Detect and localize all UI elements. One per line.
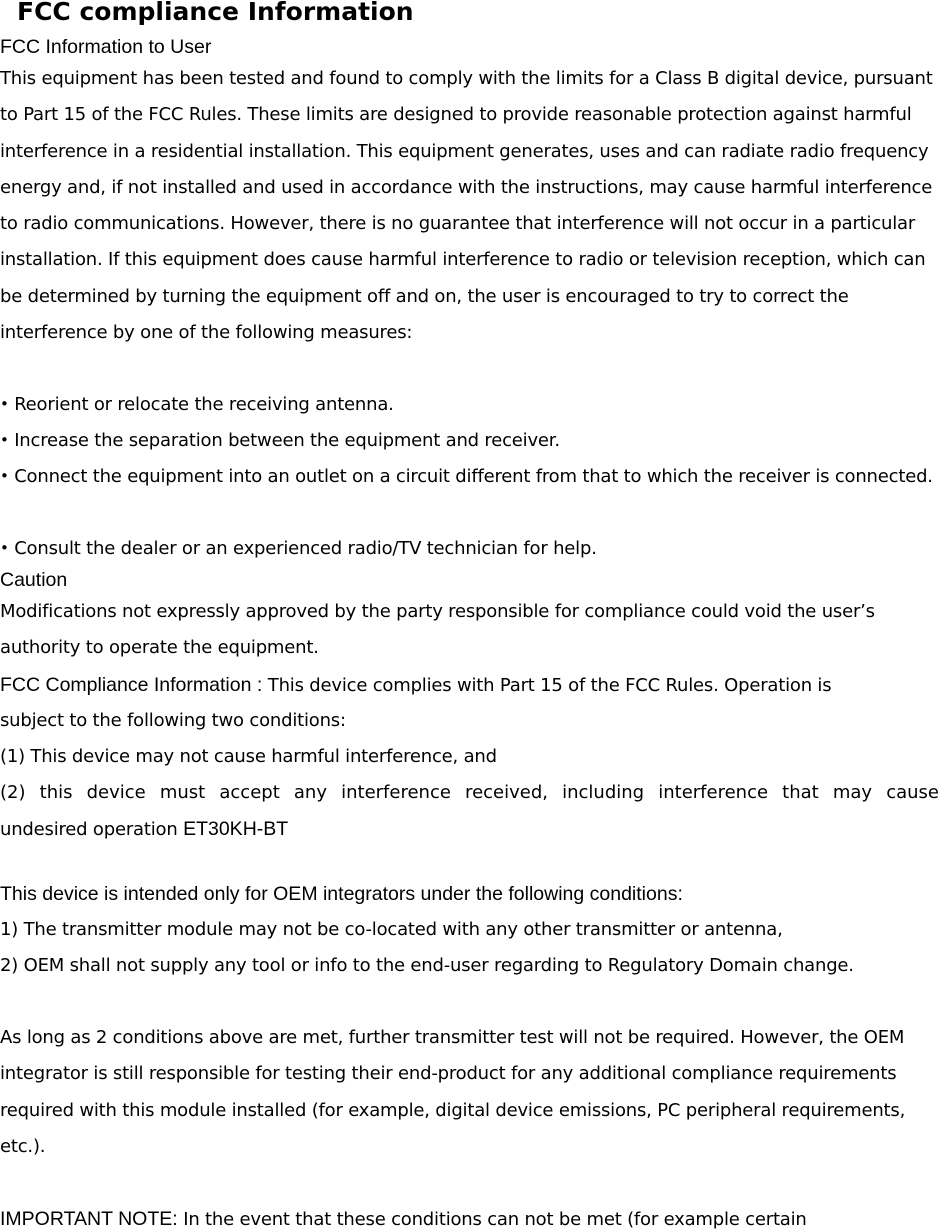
bullet-text: Consult the dealer or an experienced radio/TV technician for help.	[14, 538, 597, 559]
model-number: ET30KH-BT	[183, 818, 289, 840]
section-heading-caution: Caution	[0, 569, 68, 591]
oem-paragraph: As long as 2 conditions above are met, further transmitter test will not be required. However, the OEM integrator is still responsible for testing their end-product for any additional compliance requirements required with this module installed (for example, digital device emissions, PC peripheral requirements, etc.).	[0, 1027, 906, 1157]
section-heading-oem: This device is intended only for OEM integrators under the following conditions:	[0, 883, 683, 905]
bullet-icon: •	[0, 395, 9, 413]
compliance-condition-2: (2) this device must accept any interference received, including interference that may cause	[0, 782, 939, 803]
bullet-item	[0, 428, 560, 453]
bullet-text: Connect the equipment into an outlet on a circuit different from that to which the receiver is connected.	[14, 466, 933, 487]
caution-paragraph: Modifications not expressly approved by the party responsible for compliance could void the user’s authority to operate the equipment.	[0, 601, 875, 659]
important-note-text: In the event that these conditions can not be met (for example certain	[177, 1209, 807, 1230]
bullet-item	[0, 392, 394, 417]
oem-condition-2: 2) OEM shall not supply any tool or info to the end-user regarding to Regulatory Domain change.	[0, 955, 854, 976]
bullet-text: Reorient or relocate the receiving antenna.	[14, 394, 394, 415]
compliance-condition-2-text: undesired operation	[0, 819, 184, 840]
compliance-label: FCC Compliance Information :	[0, 674, 263, 696]
compliance-line	[0, 673, 831, 698]
compliance-condition-2-end	[0, 817, 288, 842]
compliance-text: This device complies with Part 15 of the FCC Rules. Operation is	[262, 675, 832, 696]
bullet-icon: •	[0, 431, 9, 449]
important-note-line	[0, 1207, 807, 1230]
bullet-icon: •	[0, 539, 9, 557]
section-heading-info-to-user: FCC Information to User	[0, 36, 212, 58]
important-note-label: IMPORTANT NOTE:	[0, 1208, 178, 1230]
bullet-icon: •	[0, 467, 9, 485]
compliance-text-continued: subject to the following two conditions:	[0, 710, 346, 731]
page-title: FCC compliance Information	[17, 0, 414, 26]
oem-condition-1: 1) The transmitter module may not be co-located with any other transmitter or antenna,	[0, 919, 783, 940]
info-to-user-paragraph: This equipment has been tested and found to comply with the limits for a Class B digital device, pursuant to Part 15 of the FCC Rules. These limits are designed to provide reasonable protection against harmful interference in a residential installation. This equipment generates, uses and can radiate radio frequency energy and, if not installed and used in accordance with the instructions, may cause harmful interference to radio communications. However, there is no guarantee that interference will not occur in a particular installation. If this equipment does cause harmful interference to radio or television reception, which can be determined by turning the equipment off and on, the user is encouraged to try to correct the interference by one of the following measures:	[0, 68, 933, 344]
compliance-condition-1: (1) This device may not cause harmful interference, and	[0, 746, 497, 767]
bullet-item	[0, 536, 597, 561]
bullet-item	[0, 458, 939, 495]
bullet-text: Increase the separation between the equipment and receiver.	[14, 430, 560, 451]
